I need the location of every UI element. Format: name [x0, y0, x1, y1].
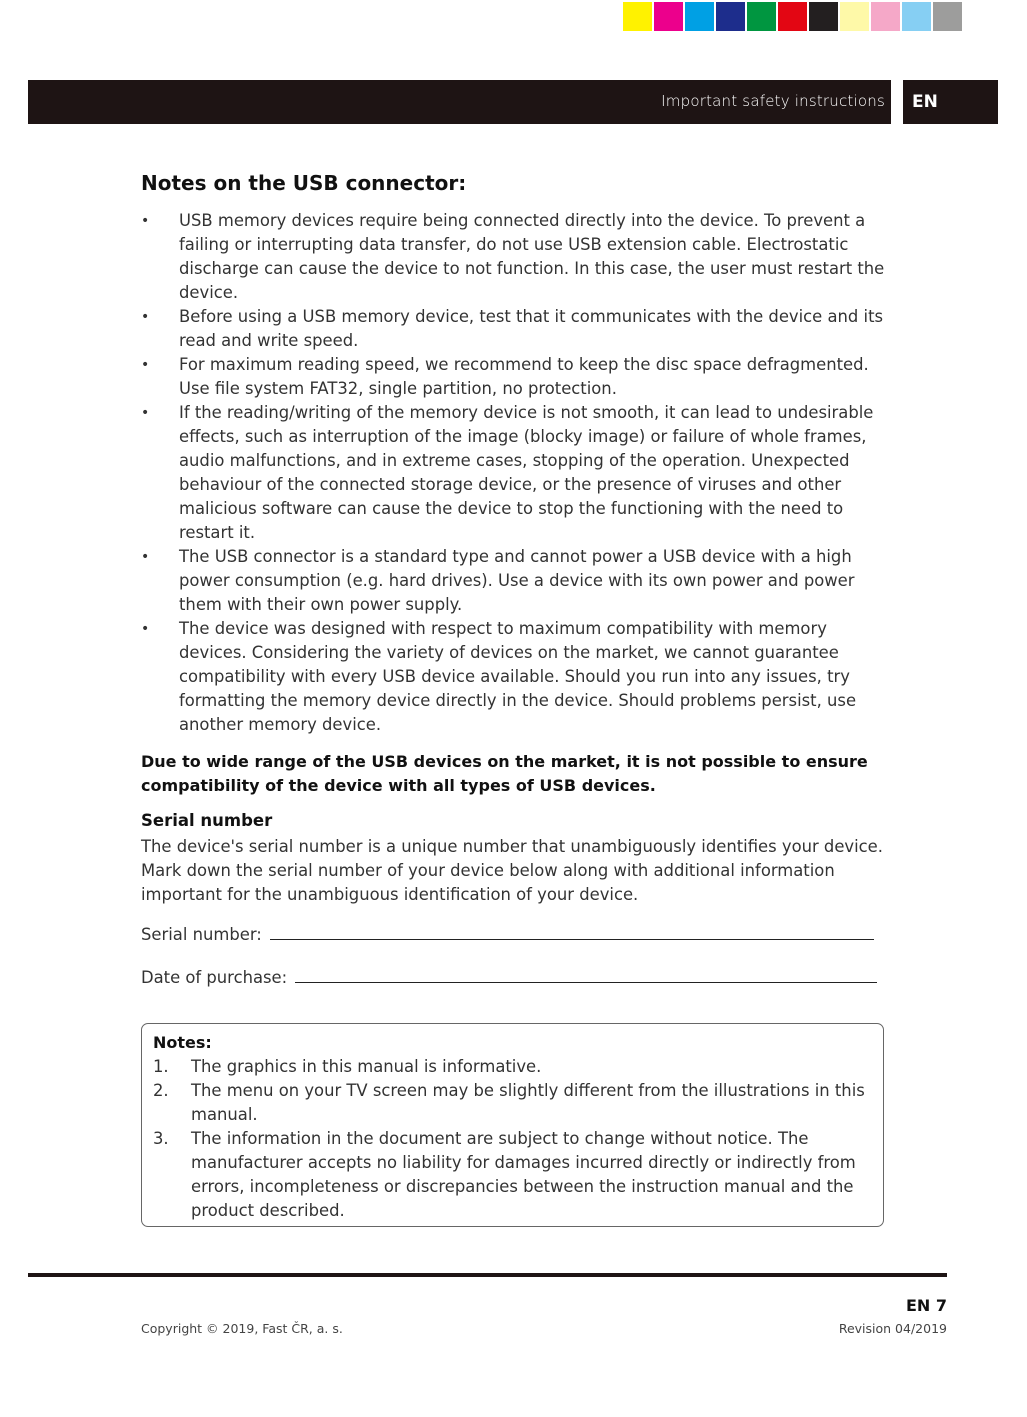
list-text: The information in the document are subject to change without notice. The manufacturer accepts no liability for damages incurred directly or indirectly from errors, incompleteness or discrepancies between the instruction manual and the product described.	[191, 1129, 856, 1220]
serial-number-field	[141, 925, 874, 944]
notes-list	[153, 1055, 871, 1223]
notes-box	[141, 1023, 884, 1227]
color-swatch	[623, 2, 652, 31]
section-heading: Notes on the USB connector:	[141, 171, 467, 195]
list-item	[153, 1127, 871, 1223]
serial-number-line	[270, 938, 874, 940]
color-swatch	[778, 2, 807, 31]
page-number: EN 7	[905, 1296, 947, 1315]
color-swatch	[685, 2, 714, 31]
header-bar	[28, 80, 891, 124]
copyright-text: Copyright © 2019, Fast ČR, a. s.	[141, 1321, 343, 1336]
purchase-date-line	[295, 981, 877, 983]
color-swatch	[902, 2, 931, 31]
list-item: • The USB connector is a standard type and cannot power a USB device with a high power consumption (e.g. hard drives). Use a device with its own power and power them with their own power supply.	[141, 545, 886, 617]
language-badge: EN	[903, 80, 998, 124]
purchase-date-field	[141, 968, 877, 987]
list-number: 1.	[153, 1057, 169, 1076]
list-item: • USB memory devices require being connected directly into the device. To prevent a failing or interrupting data transfer, do not use USB extension cable. Electrostatic discharge can cause the device to not function. In this case, the user must restart the device.	[141, 209, 886, 305]
color-swatch	[933, 2, 962, 31]
color-calibration-bar	[623, 2, 964, 31]
color-swatch	[871, 2, 900, 31]
list-item	[153, 1079, 871, 1127]
color-swatch	[654, 2, 683, 31]
list-item: • If the reading/writing of the memory device is not smooth, it can lead to undesirable effects, such as interruption of the image (blocky image) or failure of whole frames, audio malfunctions, and in extreme cases, stopping of the operation. Unexpected behaviour of the connected storage device, or the presence of viruses and other malicious software can cause the device to stop the functioning with the need to restart it.	[141, 401, 886, 545]
revision-text: Revision 04/2019	[838, 1321, 947, 1336]
color-swatch	[747, 2, 776, 31]
notes-title: Notes:	[153, 1033, 212, 1052]
footer-rule	[28, 1273, 947, 1277]
usb-notes-list	[141, 209, 886, 737]
header-title: Important safety instructions	[661, 92, 885, 110]
compatibility-warning: Due to wide range of the USB devices on the market, it is not possible to ensure compatibility of the device with all types of USB devices.	[141, 752, 868, 795]
list-item: • Before using a USB memory device, test that it communicates with the device and its read and write speed.	[141, 305, 886, 353]
color-swatch	[840, 2, 869, 31]
list-item	[153, 1055, 871, 1079]
list-item: • For maximum reading speed, we recommend to keep the disc space defragmented. Use file system FAT32, single partition, no protection.	[141, 353, 886, 401]
list-text: The graphics in this manual is informative.	[191, 1057, 542, 1076]
serial-description: The device's serial number is a unique number that unambiguously identifies your device. Mark down the serial number of your device below along with additional information important for the unambiguous identification of your device.	[141, 837, 883, 904]
serial-number-label: Serial number:	[141, 925, 262, 944]
list-number: 2.	[153, 1081, 169, 1100]
color-swatch	[809, 2, 838, 31]
color-swatch	[716, 2, 745, 31]
serial-section-title: Serial number	[141, 811, 273, 830]
purchase-date-label: Date of purchase:	[141, 968, 288, 987]
list-number: 3.	[153, 1129, 169, 1148]
list-item: • The device was designed with respect to maximum compatibility with memory devices. Considering the variety of devices on the market, we cannot guarantee compatibility with every USB device available. Should you run into any issues, try formatting the memory device directly in the device. Should problems persist, use another memory device.	[141, 617, 886, 737]
list-text: The menu on your TV screen may be slightly different from the illustrations in this manual.	[191, 1081, 865, 1124]
